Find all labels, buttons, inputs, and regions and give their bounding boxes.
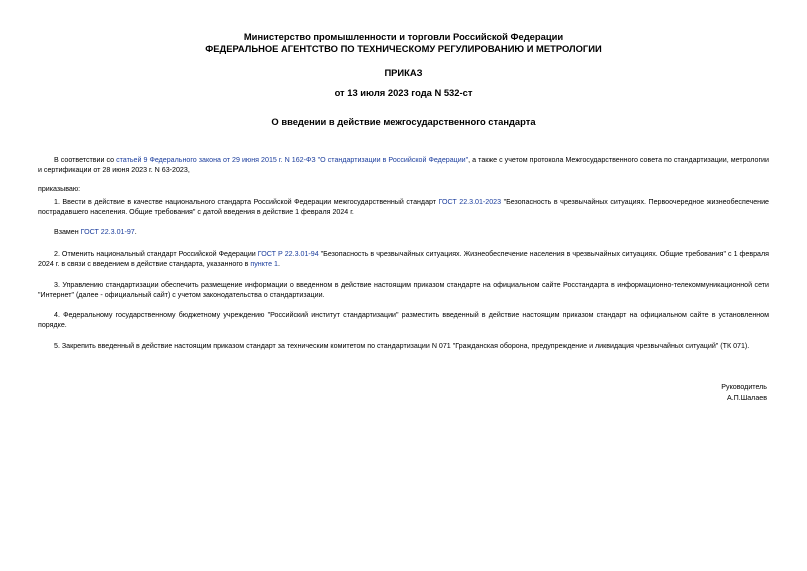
item-2-text-mid: "Безопасность в чрезвычайных ситуациях. Жизнеобеспечение населения в чрезвычайных ситуациях. Общие требования" с 1 февраля 2024 г. в связи с введением в действие стандарта, указанного в bbox=[38, 250, 769, 268]
item-3-paragraph: 3. Управлению стандартизации обеспечить размещение информации о введенном в действие настоящим приказом стандарте на официальном сайте Росстандарта в информационно-телекоммуникационной сети "Интернет" (далее - официальный сайт) с учетом законодательства о стандартизации. bbox=[38, 281, 769, 299]
orders-label: приказываю: bbox=[38, 185, 81, 193]
signature-role: Руководитель bbox=[721, 383, 767, 391]
gost-22-3-01-97-link[interactable]: ГОСТ 22.3.01-97 bbox=[80, 228, 135, 236]
item-5-paragraph: 5. Закрепить введенный в действие настоящим приказом стандарт за техническим комитетом по стандартизации N 071 "Гражданская оборона, предупреждение и ликвидация чрезвычайных ситуаций" (ТК 071). bbox=[54, 342, 750, 350]
signature-name: А.П.Шалаев bbox=[726, 394, 767, 402]
agency-name: ФЕДЕРАЛЬНОЕ АГЕНТСТВО ПО ТЕХНИЧЕСКОМУ РЕГУЛИРОВАНИЮ И МЕТРОЛОГИИ bbox=[205, 43, 602, 54]
preamble-text-before: В соответствии со bbox=[54, 156, 117, 164]
item-1-paragraph bbox=[38, 198, 769, 217]
point-1-link[interactable]: пункте 1 bbox=[250, 259, 278, 268]
replacement-text-before: Взамен bbox=[54, 228, 81, 236]
order-title: ПРИКАЗ bbox=[384, 67, 423, 78]
preamble-paragraph bbox=[38, 156, 769, 175]
item-1-text-after: "Безопасность в чрезвычайных ситуациях. Первоочередное жизнеобеспечение пострадавшего населения. Общие требования" с датой введения в действие 1 февраля 2024 г. bbox=[38, 198, 769, 216]
item-4-paragraph: 4. Федеральному государственному бюджетному учреждению "Российский институт стандартизации" разместить введенный в действие настоящим приказом стандарт на официальном сайте в установленном порядке. bbox=[38, 311, 769, 329]
federal-law-link[interactable]: статьей 9 Федерального закона от 29 июня 2015 г. N 162-ФЗ "О стандартизации в Российской Федерации" bbox=[116, 156, 469, 164]
item-2-text-after: . bbox=[277, 259, 280, 268]
order-date: от 13 июля 2023 года N 532-ст bbox=[334, 87, 473, 98]
ministry-name: Министерство промышленности и торговли Российской Федерации bbox=[243, 31, 564, 42]
item-1-text-before: 1. Ввести в действие в качестве национального стандарта Российской Федерации межгосударственный стандарт bbox=[54, 198, 439, 206]
gost-22-3-01-2023-link[interactable]: ГОСТ 22.3.01-2023 bbox=[438, 198, 502, 206]
replacement-text-after: . bbox=[134, 228, 137, 236]
document-title: О введении в действие межгосударственного стандарта bbox=[271, 116, 536, 127]
item-2-text-before: 2. Отменить национальный стандарт Российской Федерации bbox=[54, 250, 258, 258]
item-2-paragraph bbox=[38, 250, 769, 269]
replacement-paragraph bbox=[38, 228, 769, 238]
gost-r-22-3-01-94-link[interactable]: ГОСТ Р 22.3.01-94 bbox=[257, 250, 319, 258]
preamble-text-after: , а также с учетом протокола Межгосударственного совета по стандартизации, метрологии и сертификации от 28 июня 2023 г. N 63-2023, bbox=[38, 156, 769, 174]
